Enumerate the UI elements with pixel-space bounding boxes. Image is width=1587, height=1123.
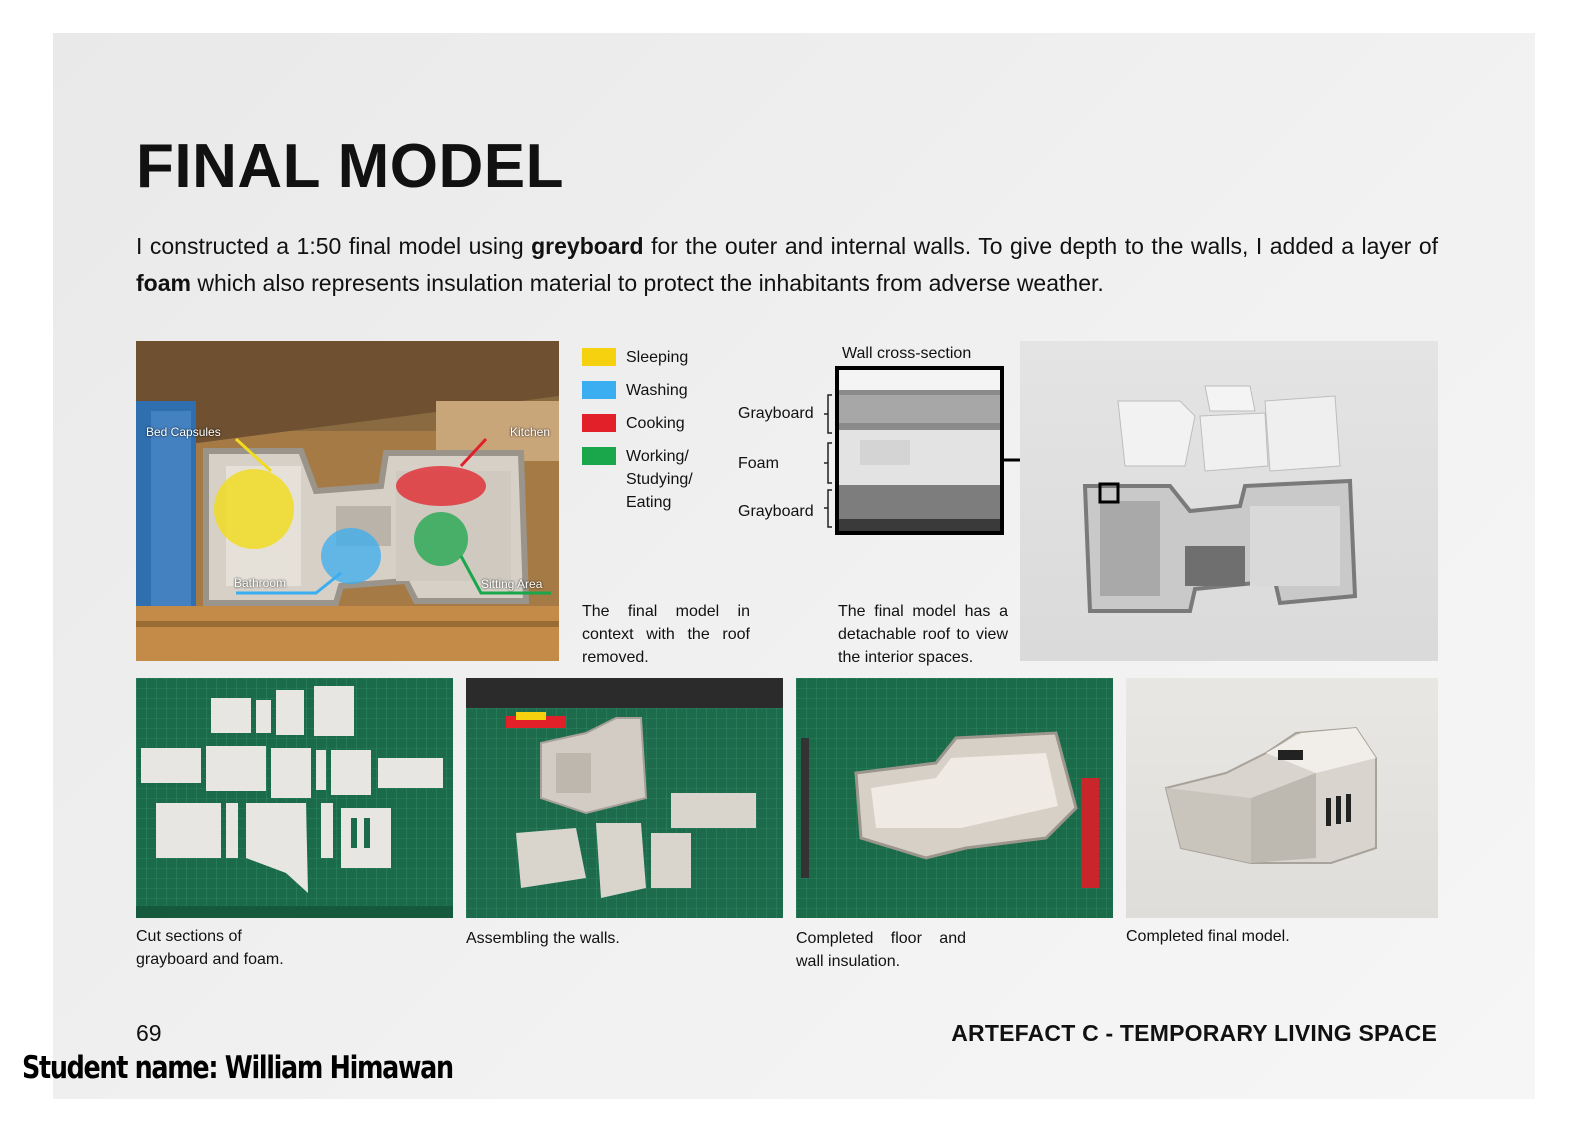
legend-swatch-working [582,447,616,465]
photo-cut-sections [136,678,453,918]
cut-sections-graphic [136,678,453,918]
intro-bold-greyboard: greyboard [531,233,644,259]
legend-item-cooking [582,412,685,435]
caption-cut: Cut sections of grayboard and foam. [136,928,284,968]
caption-floor: Completed floor and wall insulation. [796,930,966,970]
wall-layer-grayboard-top: Grayboard [738,405,814,422]
photo-floor-insulation [796,678,1113,918]
tag-bathroom: Bathroom [234,576,287,590]
page-title: FINAL MODEL [136,132,564,201]
tag-kitchen: Kitchen [510,425,551,439]
photo-completed [1126,678,1438,918]
caption-assemble: Assembling the walls. [466,930,620,947]
tag-bed-capsules: Bed Capsules [146,425,221,439]
wall-layer-grayboard-bottom: Grayboard [738,503,814,520]
intro-text-1: I constructed a 1:50 final model using [136,233,532,259]
photo-assembling [466,678,783,918]
legend-swatch-washing [582,381,616,399]
page-number: 69 [136,1020,162,1046]
legend-item-working [582,445,693,514]
plan-photo [136,341,559,661]
legend-label-washing: Washing [626,382,688,399]
legend-swatch-sleeping [582,348,616,366]
assembling-graphic [466,678,783,918]
section-title: ARTEFACT C - TEMPORARY LIVING SPACE [951,1020,1437,1046]
legend-item-sleeping [582,346,688,369]
model-roof-photo [1020,341,1438,661]
wall-section-title: Wall cross-section [842,345,972,362]
floor-insulation-graphic [796,678,1113,918]
completed-graphic [1126,678,1438,918]
intro-text-3: which also represents insulation material to protect the inhabitants from adverse weather. [190,270,1104,296]
model-roof-graphic [1020,341,1438,661]
legend-swatch-cooking [582,414,616,432]
legend-label-sleeping: Sleeping [626,349,689,366]
intro-text-2: for the outer and internal walls. To give depth to the walls, I added a layer of [643,233,1439,259]
caption-context: The final model in context with the roof removed. [582,603,750,666]
legend-item-washing [582,379,688,402]
plan-photo-graphic [136,341,559,661]
intro-bold-foam: foam [136,270,191,296]
wall-layer-foam: Foam [738,455,779,472]
tag-sitting-area: Sitting Area [481,577,543,591]
legend-label-working: Working/ Studying/ Eating [626,448,693,511]
student-name: Student name: William Himawan [22,1050,453,1086]
caption-complete: Completed final model. [1126,928,1290,945]
legend-label-cooking: Cooking [626,415,685,432]
caption-roof: The final model has a detachable roof to view the interior spaces. [838,603,1008,666]
intro-paragraph [136,228,1438,302]
